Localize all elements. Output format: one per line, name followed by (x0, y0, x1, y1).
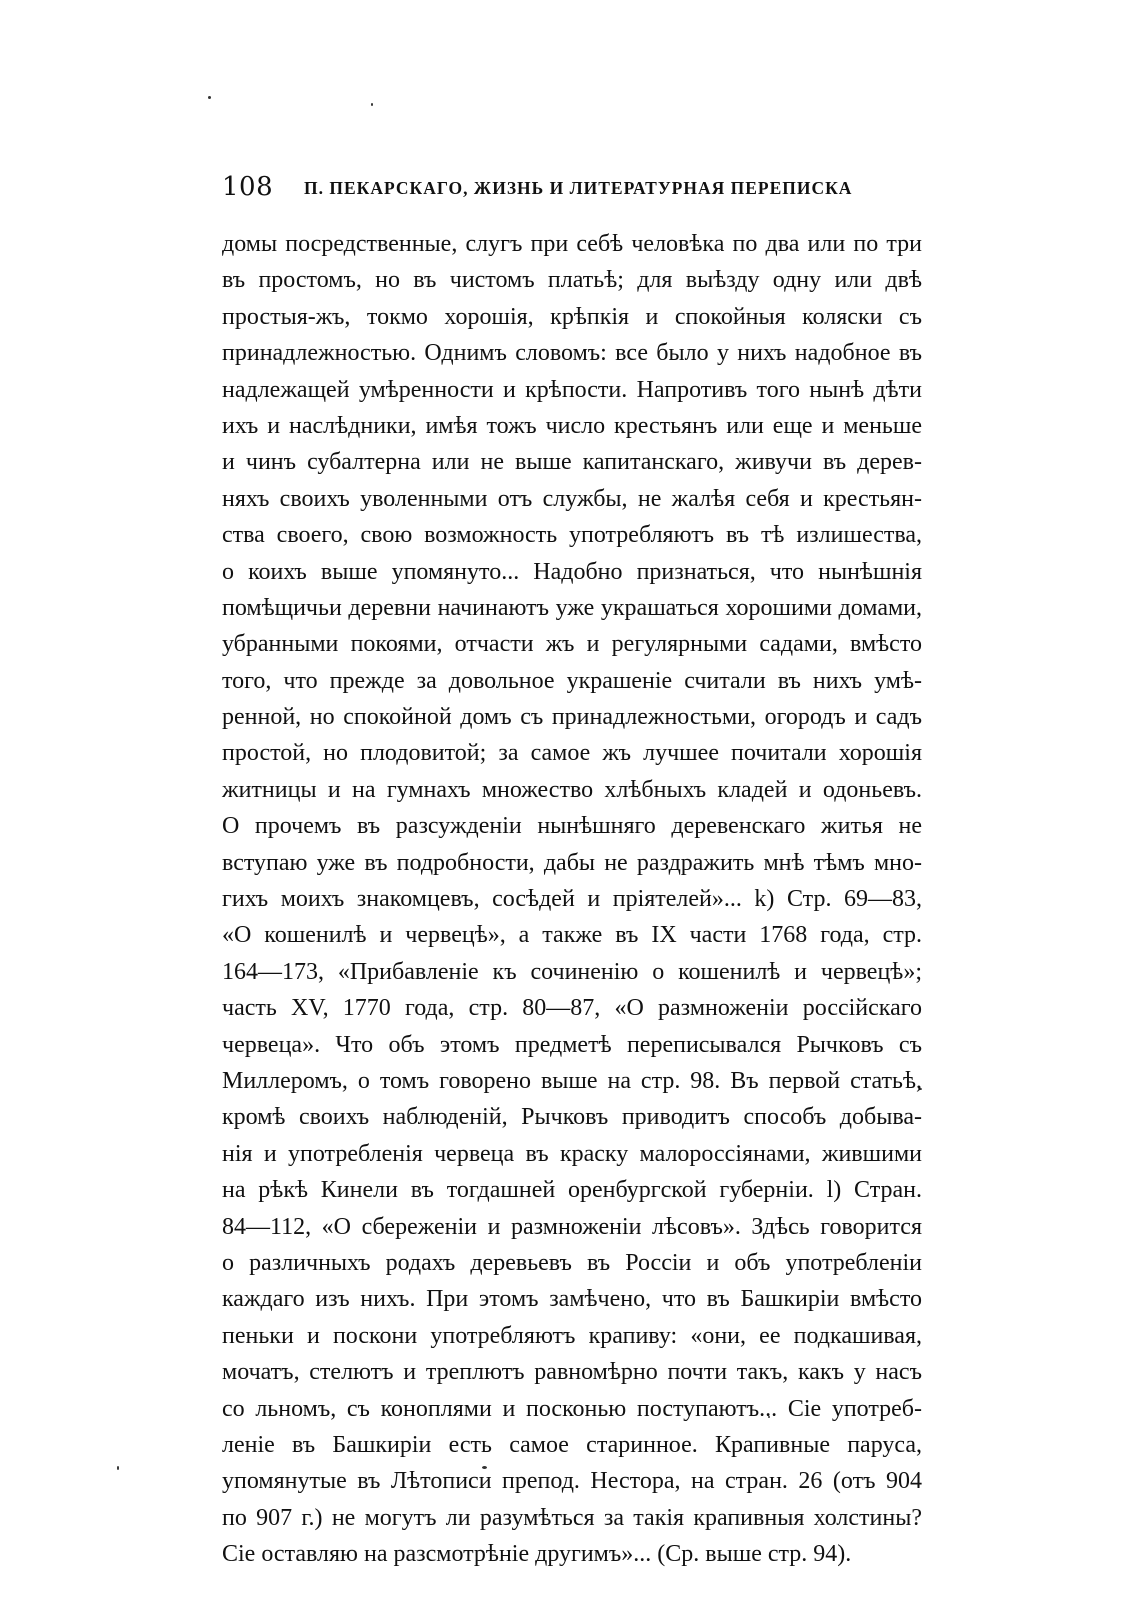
ink-speck (117, 1466, 119, 1470)
text-line: принадлежностью. Однимъ словомъ: все было у нихъ надобное въ (222, 340, 922, 367)
text-line: пеньки и поскони употребляютъ крапиву: «они, ее подкашивая, (222, 1322, 922, 1349)
text-line: леніе въ Башкиріи есть самое старинное. Крапивные паруса, (222, 1431, 922, 1458)
text-line: домы посредственные, слугъ при себѣ человѣка по два или по три (222, 231, 922, 257)
text-line: нія и употребленія червеца въ краску малороссіянами, жившими (222, 1140, 922, 1167)
running-title: П. ПЕКАРСКАГО, ЖИЗНЬ И ЛИТЕРАТУРНАЯ ПЕРЕПИСКА (304, 178, 853, 198)
text-line: 164—173, «Прибавленіе къ сочиненію о кошенилѣ и червецѣ»; (222, 958, 922, 985)
text-line: часть XV, 1770 года, стр. 80—87, «О размноженіи россійскаго (222, 995, 922, 1022)
text-line: няхъ своихъ уволенными отъ службы, не жалѣя себя и крестьян- (222, 485, 922, 512)
text-line: мочатъ, стелютъ и треплютъ равномѣрно почти такъ, какъ у насъ (222, 1359, 922, 1386)
ink-speck (208, 96, 211, 99)
text-line: со льномъ, съ коноплями и посконью поступаютъ... Сіе употреб- (222, 1395, 922, 1422)
body-text (222, 226, 922, 1572)
text-line: житницы и на гумнахъ множество хлѣбныхъ кладей и одоньевъ. (222, 776, 922, 803)
text-line: того, что прежде за довольное украшеніе считали въ нихъ умѣ- (222, 667, 922, 694)
text-line: упомянутые въ Лѣтописи препод. Нестора, на стран. 26 (отъ 904 (222, 1468, 922, 1495)
text-line: вступаю уже въ подробности, дабы не раздражить мнѣ тѣмъ мно- (222, 849, 922, 876)
ink-speck (371, 103, 373, 106)
text-line: на рѣкѣ Кинели въ тогдашней оренбургской губерніи. l) Стран. (222, 1177, 922, 1204)
text-line: и чинъ субалтерна или не выше капитанскаго, живучи въ дерев- (222, 449, 922, 476)
text-line: червеца». Что объ этомъ предметѣ переписывался Рычковъ съ (222, 1031, 922, 1058)
text-line: кромѣ своихъ наблюденій, Рычковъ приводитъ способъ добыва- (222, 1104, 922, 1131)
text-line: О прочемъ въ разсужденіи нынѣшняго деревенскаго житья не (222, 813, 922, 840)
running-head (222, 172, 922, 206)
text-line: ренной, но спокойной домъ съ принадлежностьми, огородъ и садъ (222, 704, 922, 731)
text-line: простой, но плодовитой; за самое жъ лучшее почитали хорошія (222, 740, 922, 767)
text-line: помѣщичьи деревни начинаютъ уже украшаться хорошими домами, (222, 594, 922, 621)
page-number: 108 (222, 172, 274, 202)
text-line: въ простомъ, но въ чистомъ платьѣ; для выѣзду одну или двѣ (222, 267, 922, 294)
text-line: о коихъ выше упомянуто... Надобно признаться, что нынѣшнія (222, 558, 922, 585)
text-line: по 907 г.) не могутъ ли разумѣться за такія крапивныя холстины? (222, 1504, 922, 1531)
text-line: ихъ и наслѣдники, имѣя тожъ число крестьянъ или еще и меньше (222, 412, 922, 439)
text-line-last: Сіе оставляю на разсмотрѣніе другимъ»... (Ср. выше стр. 94). (222, 1541, 852, 1568)
text-line: 84—112, «О сбереженіи и размноженіи лѣсовъ». Здѣсь говорится (222, 1213, 922, 1240)
text-line: Миллеромъ, о томъ говорено выше на стр. 98. Въ первой статьѣ, (222, 1067, 922, 1094)
text-line: о различныхъ родахъ деревьевъ въ Россіи и объ употребленіи (222, 1249, 922, 1276)
text-line: надлежащей умѣренности и крѣпости. Напротивъ того нынѣ дѣти (222, 376, 922, 403)
text-line: каждаго изъ нихъ. При этомъ замѣчено, что въ Башкиріи вмѣсто (222, 1286, 922, 1313)
text-line: «О кошенилѣ и червецѣ», а также въ IX части 1768 года, стр. (222, 922, 922, 949)
text-line: простыя-жъ, токмо хорошія, крѣпкія и спокойныя коляски съ (222, 303, 922, 330)
text-line: гихъ моихъ знакомцевъ, сосѣдей и пріятелей»... k) Стр. 69—83, (222, 886, 922, 913)
text-line: убранными покоями, отчасти жъ и регулярными садами, вмѣсто (222, 631, 922, 658)
text-line: ства своего, свою возможность употребляютъ въ тѣ излишества, (222, 522, 922, 549)
